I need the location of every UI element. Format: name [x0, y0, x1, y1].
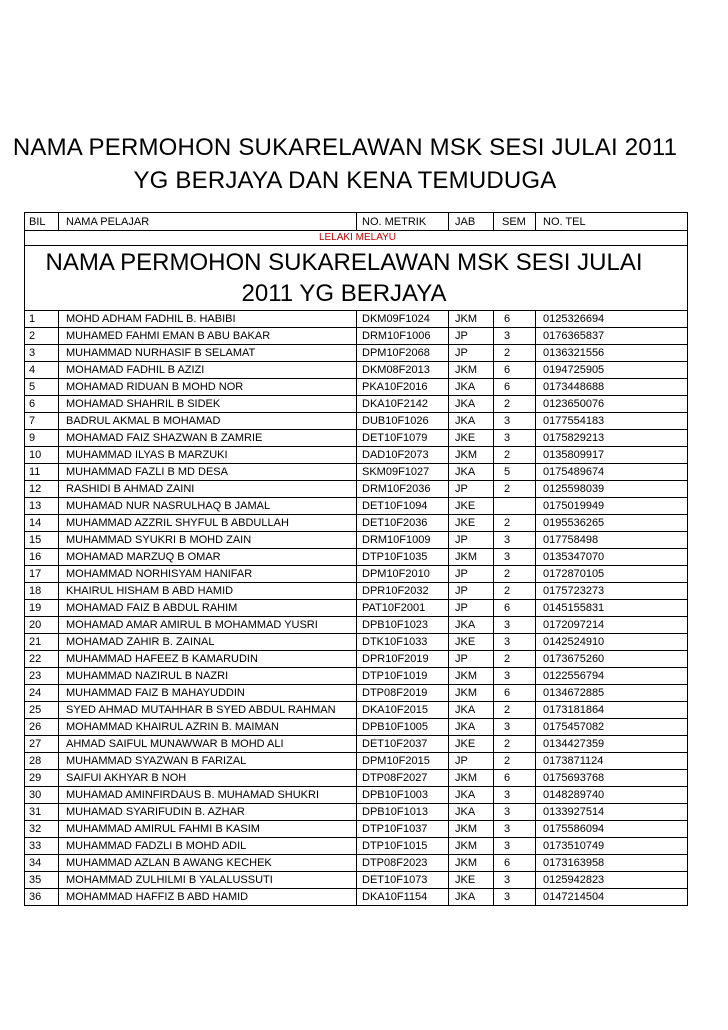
row-nama-pelajar: MUHAMMAD SYUKRI B MOHD ZAIN — [59, 532, 357, 549]
row-nama-pelajar: RASHIDI B AHMAD ZAINI — [59, 481, 357, 498]
row-no-metrik: DTP10F1015 — [357, 838, 449, 855]
row-no-metrik: DTP08F2019 — [357, 685, 449, 702]
row-jab: JP — [449, 345, 494, 362]
table-row — [25, 753, 688, 770]
row-bil: 23 — [25, 668, 59, 685]
row-no-metrik: DPB10F1013 — [357, 804, 449, 821]
row-nama-pelajar: MUHAMMAD HAFEEZ B KAMARUDIN — [59, 651, 357, 668]
row-jab: JKA — [449, 787, 494, 804]
row-jab: JKE — [449, 498, 494, 515]
row-nama-pelajar: MUHAMMAD FAIZ B MAHAYUDDIN — [59, 685, 357, 702]
row-no-metrik: DPM10F2010 — [357, 566, 449, 583]
table-row — [25, 345, 688, 362]
row-nama-pelajar: MOHAMMAD KHAIRUL AZRIN B. MAIMAN — [59, 719, 357, 736]
row-nama-pelajar: MOHAMMAD ZULHILMI B YALALUSSUTI — [59, 872, 357, 889]
row-bil: 7 — [25, 413, 59, 430]
secondary-title-row — [25, 246, 688, 311]
row-no-tel: 0172870105 — [536, 566, 688, 583]
row-sem: 3 — [494, 889, 536, 906]
row-no-tel: 0194725905 — [536, 362, 688, 379]
row-no-metrik: PAT10F2001 — [357, 600, 449, 617]
row-nama-pelajar: MUHAMMAD NURHASIF B SELAMAT — [59, 345, 357, 362]
document-title: NAMA PERMOHON SUKARELAWAN MSK SESI JULAI 2011 YG BERJAYA DAN KENA TEMUDUGA — [12, 134, 678, 194]
row-sem: 3 — [494, 328, 536, 345]
table-row — [25, 889, 688, 906]
row-no-tel: 0176365837 — [536, 328, 688, 345]
row-no-tel: 0134672885 — [536, 685, 688, 702]
row-no-metrik: PKA10F2016 — [357, 379, 449, 396]
row-sem: 2 — [494, 515, 536, 532]
row-sem: 3 — [494, 549, 536, 566]
row-no-tel: 0173510749 — [536, 838, 688, 855]
row-nama-pelajar: MOHAMMAD HAFFIZ B ABD HAMID — [59, 889, 357, 906]
row-no-metrik: DET10F1073 — [357, 872, 449, 889]
row-nama-pelajar: MUHAMAD SYARIFUDIN B. AZHAR — [59, 804, 357, 821]
table-row — [25, 855, 688, 872]
row-no-metrik: DKM08F2013 — [357, 362, 449, 379]
row-jab: JKM — [449, 549, 494, 566]
header-no-metrik: NO. METRIK — [357, 213, 449, 231]
row-bil: 2 — [25, 328, 59, 345]
row-bil: 12 — [25, 481, 59, 498]
table-row — [25, 413, 688, 430]
row-jab: JP — [449, 583, 494, 600]
row-no-tel: 0147214504 — [536, 889, 688, 906]
row-sem: 3 — [494, 787, 536, 804]
table-row — [25, 719, 688, 736]
table-row — [25, 481, 688, 498]
row-bil: 25 — [25, 702, 59, 719]
row-no-metrik: DTP08F2027 — [357, 770, 449, 787]
row-nama-pelajar: MUHAMMAD SYAZWAN B FARIZAL — [59, 753, 357, 770]
row-bil: 6 — [25, 396, 59, 413]
row-no-metrik: DTP10F1035 — [357, 549, 449, 566]
row-no-tel: 0175693768 — [536, 770, 688, 787]
row-jab: JKM — [449, 838, 494, 855]
row-bil: 1 — [25, 311, 59, 328]
row-jab: JP — [449, 753, 494, 770]
row-nama-pelajar: MOHAMMAD NORHISYAM HANIFAR — [59, 566, 357, 583]
row-jab: JKE — [449, 515, 494, 532]
row-nama-pelajar: MUHAMMAD FAZLI B MD DESA — [59, 464, 357, 481]
row-sem: 6 — [494, 685, 536, 702]
row-sem: 6 — [494, 600, 536, 617]
table-row — [25, 634, 688, 651]
row-no-tel: 0135809917 — [536, 447, 688, 464]
row-jab: JKM — [449, 362, 494, 379]
section-row — [25, 231, 688, 246]
row-no-metrik: DRM10F1009 — [357, 532, 449, 549]
table-row — [25, 362, 688, 379]
row-bil: 10 — [25, 447, 59, 464]
table-row — [25, 838, 688, 855]
row-bil: 33 — [25, 838, 59, 855]
row-jab: JKM — [449, 311, 494, 328]
table-row — [25, 328, 688, 345]
row-bil: 14 — [25, 515, 59, 532]
row-sem — [494, 498, 536, 515]
row-jab: JKM — [449, 855, 494, 872]
table-row — [25, 379, 688, 396]
row-jab: JKE — [449, 634, 494, 651]
row-nama-pelajar: MOHAMAD AMAR AMIRUL B MOHAMMAD YUSRI — [59, 617, 357, 634]
row-nama-pelajar: MUHAMAD NUR NASRULHAQ B JAMAL — [59, 498, 357, 515]
table-row — [25, 668, 688, 685]
header-sem: SEM — [494, 213, 536, 231]
row-bil: 36 — [25, 889, 59, 906]
row-no-metrik: DET10F2037 — [357, 736, 449, 753]
row-no-metrik: DKA10F2015 — [357, 702, 449, 719]
table-row — [25, 804, 688, 821]
row-no-metrik: DPB10F1005 — [357, 719, 449, 736]
header-bil: BIL — [25, 213, 59, 231]
table-row — [25, 549, 688, 566]
row-jab: JP — [449, 481, 494, 498]
row-bil: 13 — [25, 498, 59, 515]
row-nama-pelajar: MOHAMAD RIDUAN B MOHD NOR — [59, 379, 357, 396]
row-no-metrik: DPM10F2068 — [357, 345, 449, 362]
row-sem: 6 — [494, 855, 536, 872]
table-row — [25, 617, 688, 634]
row-bil: 11 — [25, 464, 59, 481]
row-no-tel: 0173871124 — [536, 753, 688, 770]
row-bil: 32 — [25, 821, 59, 838]
row-sem: 2 — [494, 396, 536, 413]
row-no-tel: 0177554183 — [536, 413, 688, 430]
row-sem: 2 — [494, 702, 536, 719]
row-bil: 24 — [25, 685, 59, 702]
row-no-tel: 0195536265 — [536, 515, 688, 532]
row-no-metrik: DET10F2036 — [357, 515, 449, 532]
row-bil: 31 — [25, 804, 59, 821]
row-jab: JKA — [449, 379, 494, 396]
header-nama-pelajar: NAMA PELAJAR — [59, 213, 357, 231]
row-sem: 3 — [494, 838, 536, 855]
row-jab: JKM — [449, 668, 494, 685]
table-row — [25, 702, 688, 719]
row-nama-pelajar: MUHAMMAD AZLAN B AWANG KECHEK — [59, 855, 357, 872]
row-bil: 9 — [25, 430, 59, 447]
row-no-tel: 0122556794 — [536, 668, 688, 685]
row-jab: JKE — [449, 736, 494, 753]
row-jab: JP — [449, 566, 494, 583]
row-bil: 27 — [25, 736, 59, 753]
row-bil: 20 — [25, 617, 59, 634]
row-jab: JP — [449, 600, 494, 617]
row-sem: 3 — [494, 617, 536, 634]
row-no-metrik: DRM10F2036 — [357, 481, 449, 498]
row-jab: JP — [449, 651, 494, 668]
row-no-tel: 0175019949 — [536, 498, 688, 515]
row-bil: 15 — [25, 532, 59, 549]
row-no-metrik: DKA10F2142 — [357, 396, 449, 413]
row-no-tel: 0134427359 — [536, 736, 688, 753]
row-sem: 6 — [494, 770, 536, 787]
row-jab: JP — [449, 532, 494, 549]
row-sem: 6 — [494, 379, 536, 396]
table-row — [25, 566, 688, 583]
row-no-tel: 0175586094 — [536, 821, 688, 838]
row-no-tel: 0175457082 — [536, 719, 688, 736]
row-no-metrik: DPM10F2015 — [357, 753, 449, 770]
row-nama-pelajar: MOHAMAD MARZUQ B OMAR — [59, 549, 357, 566]
row-jab: JKA — [449, 702, 494, 719]
row-no-tel: 0123650076 — [536, 396, 688, 413]
row-no-tel: 0175723273 — [536, 583, 688, 600]
table-row — [25, 430, 688, 447]
row-no-metrik: DTP10F1037 — [357, 821, 449, 838]
table-row — [25, 498, 688, 515]
table-row — [25, 583, 688, 600]
row-bil: 18 — [25, 583, 59, 600]
row-nama-pelajar: MOHAMAD FADHIL B AZIZI — [59, 362, 357, 379]
row-jab: JKM — [449, 770, 494, 787]
row-sem: 6 — [494, 311, 536, 328]
row-nama-pelajar: MOHAMAD FAIZ SHAZWAN B ZAMRIE — [59, 430, 357, 447]
row-sem: 2 — [494, 447, 536, 464]
row-sem: 5 — [494, 464, 536, 481]
row-nama-pelajar: AHMAD SAIFUL MUNAWWAR B MOHD ALI — [59, 736, 357, 753]
row-sem: 3 — [494, 821, 536, 838]
row-jab: JKA — [449, 396, 494, 413]
row-nama-pelajar: MUHAMAD AMINFIRDAUS B. MUHAMAD SHUKRI — [59, 787, 357, 804]
table-row — [25, 532, 688, 549]
row-no-metrik: DPB10F1023 — [357, 617, 449, 634]
row-no-tel: 0175829213 — [536, 430, 688, 447]
row-nama-pelajar: BADRUL AKMAL B MOHAMAD — [59, 413, 357, 430]
row-nama-pelajar: MUHAMED FAHMI EMAN B ABU BAKAR — [59, 328, 357, 345]
row-nama-pelajar: MUHAMMAD AZZRIL SHYFUL B ABDULLAH — [59, 515, 357, 532]
row-bil: 34 — [25, 855, 59, 872]
row-jab: JKE — [449, 430, 494, 447]
row-no-metrik: DKA10F1154 — [357, 889, 449, 906]
row-no-tel: 0145155831 — [536, 600, 688, 617]
row-sem: 3 — [494, 532, 536, 549]
row-bil: 3 — [25, 345, 59, 362]
table-row — [25, 770, 688, 787]
row-no-metrik: DPR10F2019 — [357, 651, 449, 668]
row-no-metrik: DET10F1079 — [357, 430, 449, 447]
row-jab: JKM — [449, 821, 494, 838]
row-jab: JKM — [449, 685, 494, 702]
row-no-metrik: DUB10F1026 — [357, 413, 449, 430]
section-label: LELAKI MELAYU — [25, 231, 688, 246]
row-bil: 4 — [25, 362, 59, 379]
table-row — [25, 464, 688, 481]
row-jab: JP — [449, 328, 494, 345]
row-no-tel: 0148289740 — [536, 787, 688, 804]
table-row — [25, 787, 688, 804]
row-sem: 2 — [494, 345, 536, 362]
row-sem: 3 — [494, 413, 536, 430]
row-no-metrik: DTP08F2023 — [357, 855, 449, 872]
row-nama-pelajar: MOHAMAD SHAHRIL B SIDEK — [59, 396, 357, 413]
row-jab: JKA — [449, 413, 494, 430]
row-no-tel: 0135347070 — [536, 549, 688, 566]
row-sem: 2 — [494, 651, 536, 668]
row-sem: 3 — [494, 719, 536, 736]
row-sem: 3 — [494, 872, 536, 889]
row-nama-pelajar: KHAIRUL HISHAM B ABD HAMID — [59, 583, 357, 600]
row-no-tel: 0136321556 — [536, 345, 688, 362]
table-row — [25, 396, 688, 413]
row-no-tel: 0142524910 — [536, 634, 688, 651]
row-sem: 6 — [494, 362, 536, 379]
row-nama-pelajar: SAIFUI AKHYAR B NOH — [59, 770, 357, 787]
row-bil: 22 — [25, 651, 59, 668]
row-no-tel: 0172097214 — [536, 617, 688, 634]
row-jab: JKM — [449, 447, 494, 464]
row-sem: 2 — [494, 566, 536, 583]
row-no-metrik: DRM10F1006 — [357, 328, 449, 345]
applicant-table — [24, 212, 688, 906]
row-no-tel: 0173163958 — [536, 855, 688, 872]
table-row — [25, 447, 688, 464]
header-no-tel: NO. TEL — [536, 213, 688, 231]
row-no-metrik: DAD10F2073 — [357, 447, 449, 464]
row-no-metrik: DPB10F1003 — [357, 787, 449, 804]
row-nama-pelajar: MUHAMMAD NAZIRUL B NAZRI — [59, 668, 357, 685]
row-bil: 26 — [25, 719, 59, 736]
row-sem: 3 — [494, 634, 536, 651]
table-header-row — [25, 213, 688, 231]
row-jab: JKA — [449, 804, 494, 821]
row-no-tel: 0173448688 — [536, 379, 688, 396]
row-bil: 35 — [25, 872, 59, 889]
row-no-tel: 0125942823 — [536, 872, 688, 889]
row-no-metrik: DTK10F1033 — [357, 634, 449, 651]
row-bil: 5 — [25, 379, 59, 396]
row-sem: 2 — [494, 753, 536, 770]
table-row — [25, 872, 688, 889]
row-jab: JKA — [449, 719, 494, 736]
row-jab: JKA — [449, 617, 494, 634]
row-no-metrik: DTP10F1019 — [357, 668, 449, 685]
row-bil: 21 — [25, 634, 59, 651]
row-no-metrik: SKM09F1027 — [357, 464, 449, 481]
table-row — [25, 651, 688, 668]
table-row — [25, 311, 688, 328]
row-no-metrik: DKM09F1024 — [357, 311, 449, 328]
row-sem: 3 — [494, 430, 536, 447]
row-sem: 2 — [494, 736, 536, 753]
row-no-tel: 0175489674 — [536, 464, 688, 481]
row-bil: 29 — [25, 770, 59, 787]
table-row — [25, 685, 688, 702]
table-row — [25, 600, 688, 617]
row-nama-pelajar: MUHAMMAD FADZLI B MOHD ADIL — [59, 838, 357, 855]
row-jab: JKE — [449, 872, 494, 889]
row-no-tel: 0173675260 — [536, 651, 688, 668]
row-nama-pelajar: MOHD ADHAM FADHIL B. HABIBI — [59, 311, 357, 328]
row-no-tel: 0173181864 — [536, 702, 688, 719]
row-bil: 28 — [25, 753, 59, 770]
row-no-metrik: DET10F1094 — [357, 498, 449, 515]
row-bil: 17 — [25, 566, 59, 583]
row-sem: 2 — [494, 583, 536, 600]
row-nama-pelajar: MUHAMMAD ILYAS B MARZUKI — [59, 447, 357, 464]
table-row — [25, 736, 688, 753]
row-sem: 3 — [494, 804, 536, 821]
row-nama-pelajar: MOHAMAD FAIZ B ABDUL RAHIM — [59, 600, 357, 617]
row-nama-pelajar: SYED AHMAD MUTAHHAR B SYED ABDUL RAHMAN — [59, 702, 357, 719]
table-row — [25, 515, 688, 532]
row-bil: 19 — [25, 600, 59, 617]
row-sem: 3 — [494, 668, 536, 685]
row-bil: 16 — [25, 549, 59, 566]
row-no-tel: 017758498 — [536, 532, 688, 549]
secondary-title: NAMA PERMOHON SUKARELAWAN MSK SESI JULAI 2011 YG BERJAYA — [25, 246, 688, 311]
row-jab: JKA — [449, 889, 494, 906]
row-no-tel: 0125598039 — [536, 481, 688, 498]
row-no-tel: 0133927514 — [536, 804, 688, 821]
row-nama-pelajar: MOHAMAD ZAHIR B. ZAINAL — [59, 634, 357, 651]
header-jab: JAB — [449, 213, 494, 231]
row-no-tel: 0125326694 — [536, 311, 688, 328]
row-jab: JKA — [449, 464, 494, 481]
row-no-metrik: DPR10F2032 — [357, 583, 449, 600]
row-sem: 2 — [494, 481, 536, 498]
table-row — [25, 821, 688, 838]
row-nama-pelajar: MUHAMMAD AMIRUL FAHMI B KASIM — [59, 821, 357, 838]
row-bil: 30 — [25, 787, 59, 804]
